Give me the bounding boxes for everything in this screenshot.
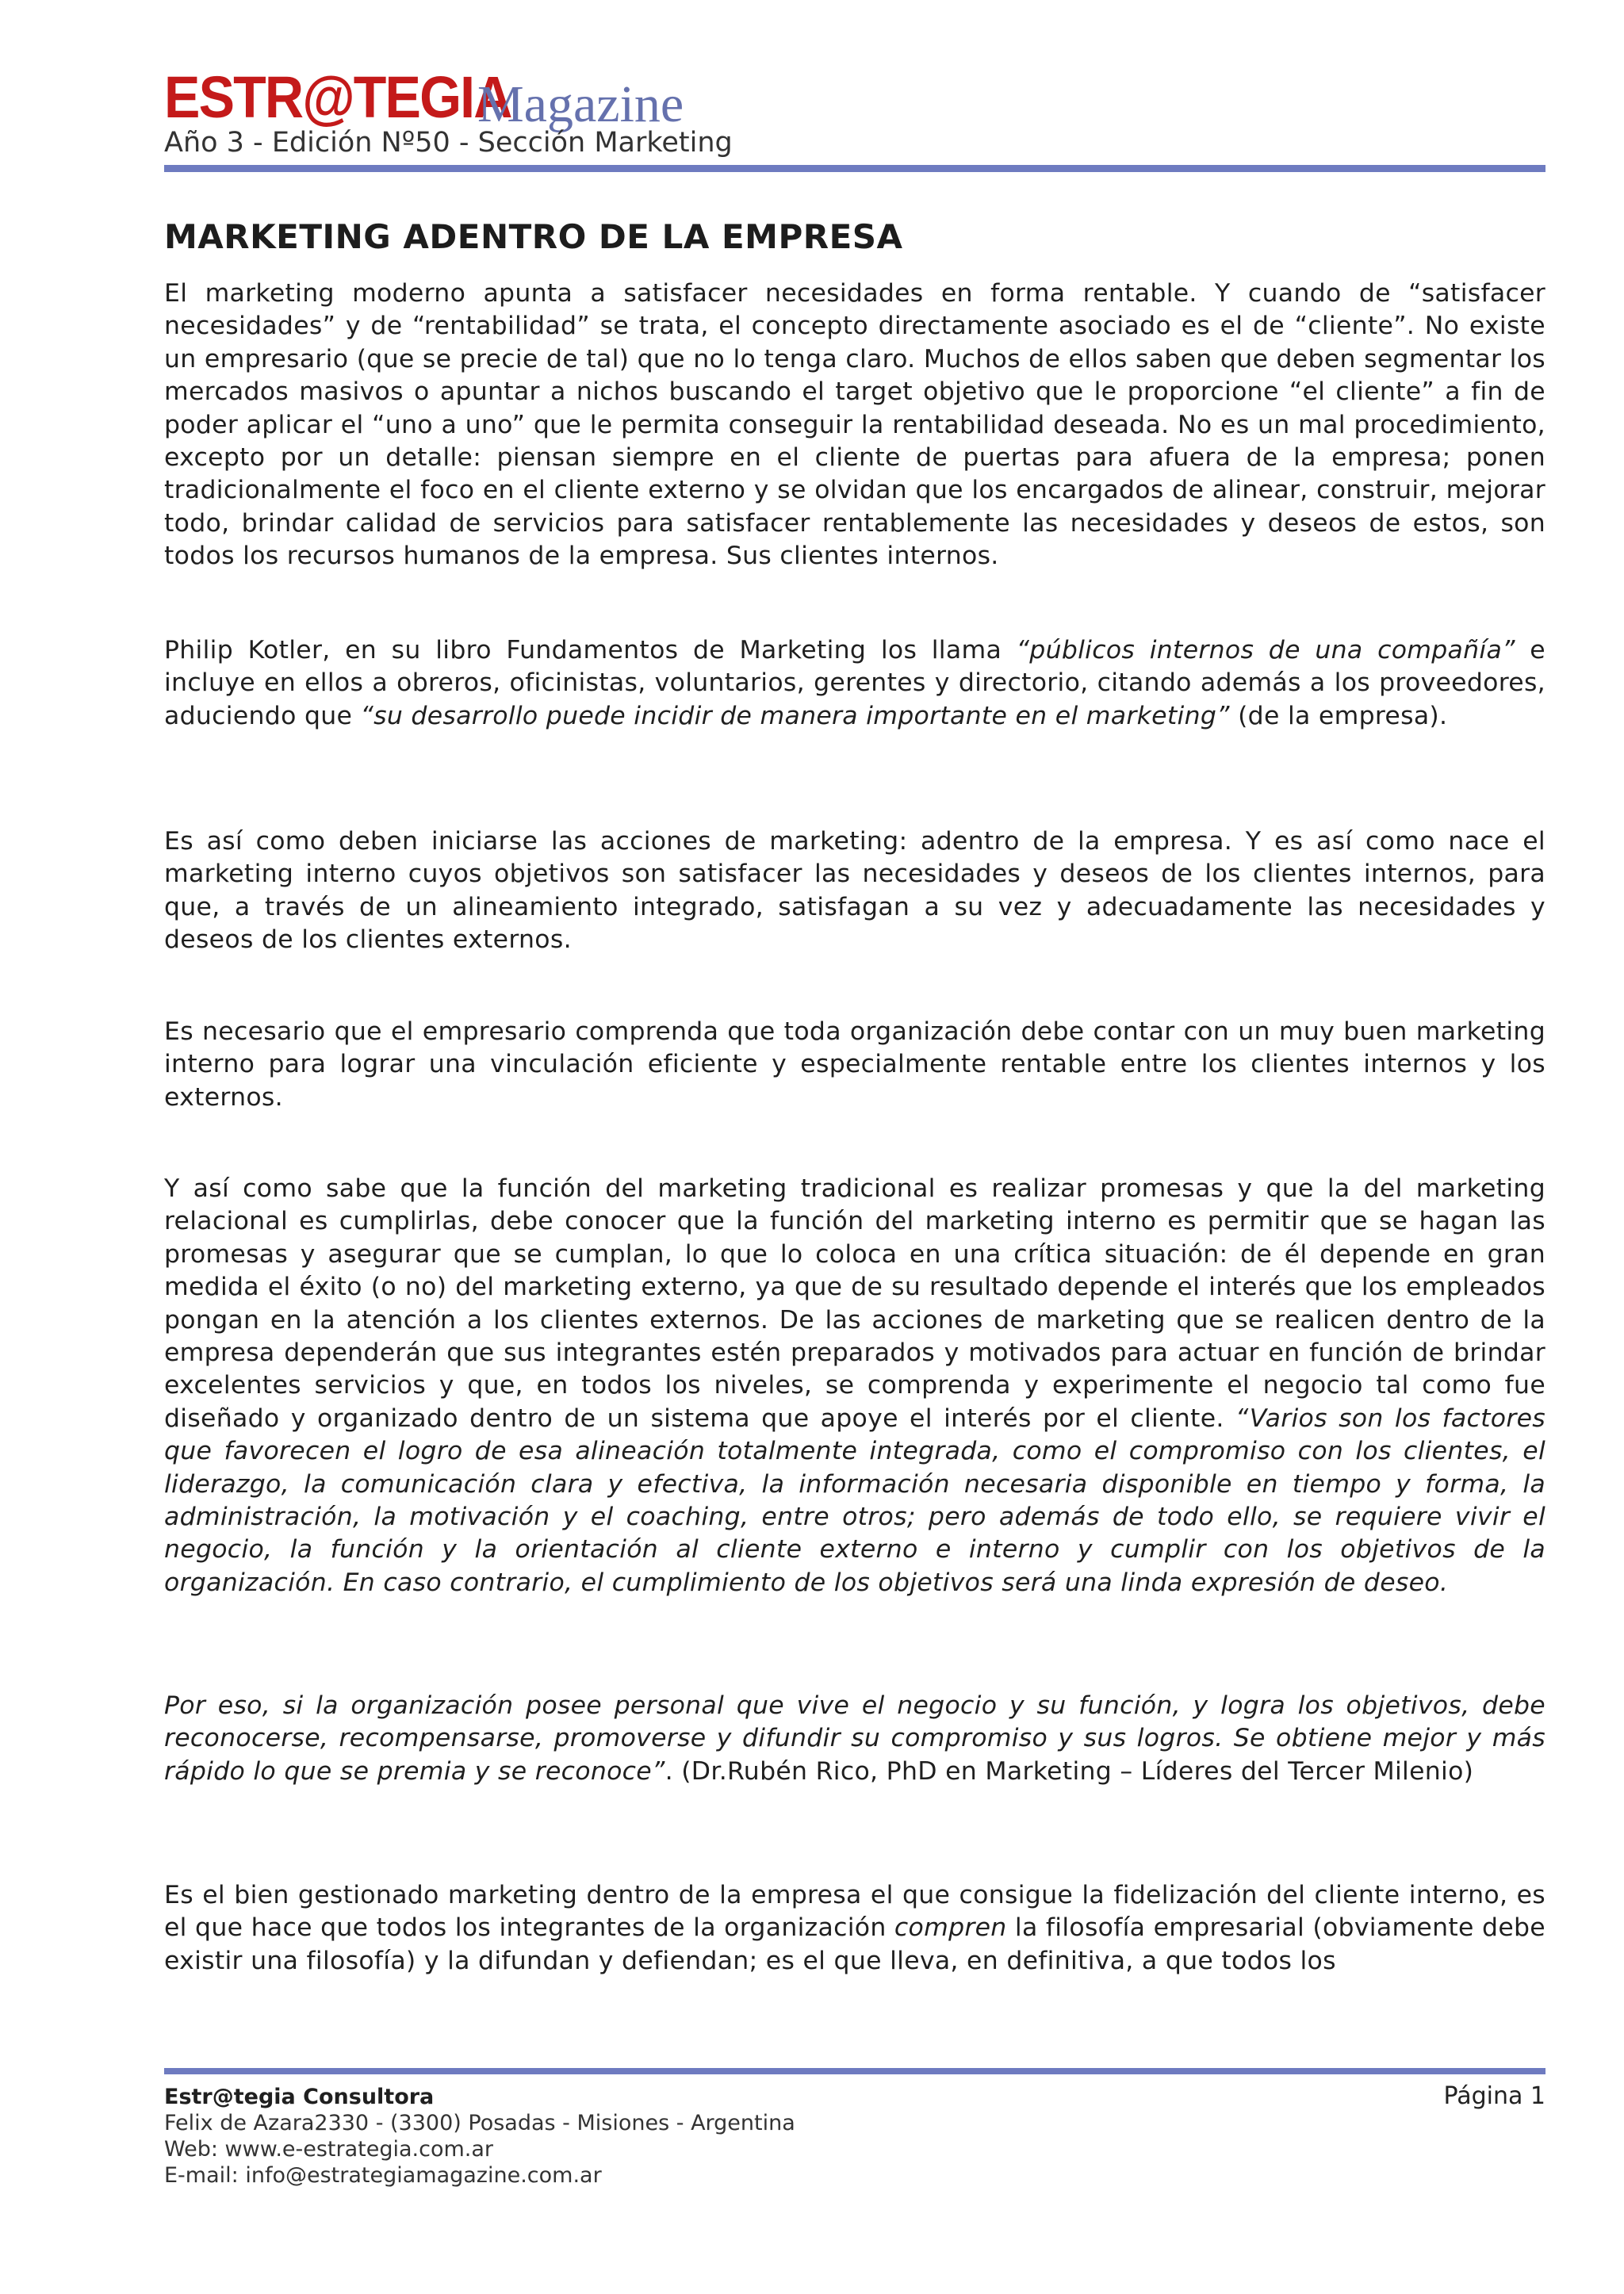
paragraph-2-text-a: Philip Kotler, en su libro Fundamentos de Marketing los llama xyxy=(164,636,1017,664)
footer-email-link[interactable]: E-mail: info@estrategiamagazine.com.ar xyxy=(164,2163,602,2188)
paragraph-7 xyxy=(164,1879,1545,1978)
paragraph-7-text-b: la filosofía empresarial (obviamente debe existir una filosofía) y la difundan y defiendan; es el que lleva, en definitiva, a que todos los xyxy=(164,1913,1545,1975)
footer-address: Felix de Azara2330 - (3300) Posadas - Misiones - Argentina xyxy=(164,2111,795,2135)
footer-company: Estr@tegia Consultora xyxy=(164,2085,435,2109)
logo-magazine-word: Magazine xyxy=(477,75,684,133)
paragraph-5-quote: “Varios son los factores que favorecen el logro de esa alineación totalmente integrada, como el compromiso con los clientes, el liderazgo, la comunicación clara y efectiva, la información necesaria disponible en tiempo y forma, la administración, la motivación y el coaching, entre otros; pero además de todo ello, se requiere vivir el negocio, la función y la orientación al cliente externo e interno y cumplir con los objetivos de la organización. En caso contrario, el cumplimiento de los objetivos será una linda expresión de deseo. xyxy=(164,1404,1546,1597)
paragraph-5-text: Y así como sabe que la función del marketing tradicional es realizar promesas y que la del marketing relacional es cumplirlas, debe conocer que la función del marketing interno es permitir que se hagan las promesas y asegurar que se cumplan, lo que lo coloca en una crítica situación: de él depende en gran medida el éxito (o no) del marketing externo, ya que de su resultado depende el interés que los empleados pongan en la atención a los clientes externos. De las acciones de marketing que se realicen dentro de la empresa dependerán que sus integrantes estén preparados y motivados para actuar en función de brindar excelentes servicios y que, en todos los niveles, se comprenda y experimente el negocio tal como fue diseñado y organizado dentro de un sistema que apoye el interés por el cliente. xyxy=(164,1174,1545,1433)
issue-line: Año 3 - Edición Nº50 - Sección Marketing xyxy=(164,127,733,159)
paragraph-2-quote-1: “públicos internos de una compañía” xyxy=(1016,636,1515,664)
paragraph-4: Es necesario que el empresario comprenda que toda organización debe contar con un muy buen marketing interno para lograr una vinculación eficiente y especialmente rentable entre los clientes internos y los externos. xyxy=(164,1017,1545,1112)
paragraph-6-citation: . (Dr.Rubén Rico, PhD en Marketing – Líderes del Tercer Milenio) xyxy=(665,1756,1474,1786)
paragraph-7-text-a: Es el bien gestionado marketing dentro de la empresa el que consigue la fidelización del cliente interno, es el que hace que todos los integrantes de la organización xyxy=(164,1881,1545,1943)
paragraph-7-emphasis: compren xyxy=(894,1913,1007,1943)
logo-wordmark: ESTR@TEGIA xyxy=(164,64,511,130)
paragraph-2-text-c: (de la empresa). xyxy=(1229,701,1448,730)
magazine-logo xyxy=(164,63,684,135)
footer xyxy=(164,2084,795,2189)
article-title: MARKETING ADENTRO DE LA EMPRESA xyxy=(164,217,903,256)
paragraph-2-quote-2: “su desarrollo puede incidir de manera importante en el marketing” xyxy=(360,701,1230,730)
footer-web-link[interactable]: Web: www.e-estrategia.com.ar xyxy=(164,2137,494,2162)
footer-rule xyxy=(164,2068,1545,2074)
paragraph-6 xyxy=(164,1690,1545,1788)
paragraph-2-text-b: e incluye en ellos a obreros, oficinistas, voluntarios, gerentes y directorio, citando además a los proveedores, aduciendo que xyxy=(164,636,1545,730)
paragraph-6-quote: Por eso, si la organización posee personal que vive el negocio y su función, y logra los objetivos, debe reconocerse, recompensarse, promoverse y difundir su compromiso y sus logros. Se obtiene mejor y más rápido lo que se premia y se reconoce” xyxy=(164,1691,1545,1786)
paragraph-2 xyxy=(164,634,1545,733)
paragraph-5 xyxy=(164,1173,1545,1599)
page-number: Página 1 xyxy=(1443,2082,1545,2110)
paragraph-1: El marketing moderno apunta a satisfacer necesidades en forma rentable. Y cuando de “satisfacer necesidades” y de “rentabilidad” se trata, el concepto directamente asociado es el de “cliente”. No existe un empresario (que se precie de tal) que no lo tenga claro. Muchos de ellos saben que deben segmentar los mercados masivos o apuntar a nichos buscando el target objetivo que le proporcione “el cliente” a fin de poder aplicar el “uno a uno” que le permita conseguir la rentabilidad deseada. No es un mal procedimiento, excepto por un detalle: piensan siempre en el cliente de puertas para afuera de la empresa; ponen tradicionalmente el foco en el cliente externo y se olvidan que los encargados de alinear, construir, mejorar todo, brindar calidad de servicios para satisfacer rentablemente las necesidades y deseos de estos, son todos los recursos humanos de la empresa. Sus clientes internos. xyxy=(164,279,1545,571)
paragraph-3: Es así como deben iniciarse las acciones de marketing: adentro de la empresa. Y es así como nace el marketing interno cuyos objetivos son satisfacer las necesidades y deseos de los clientes internos, para que, a través de un alineamiento integrado, satisfagan a su vez y adecuadamente las necesidades y deseos de los clientes externos. xyxy=(164,827,1545,955)
header-rule xyxy=(164,165,1545,172)
